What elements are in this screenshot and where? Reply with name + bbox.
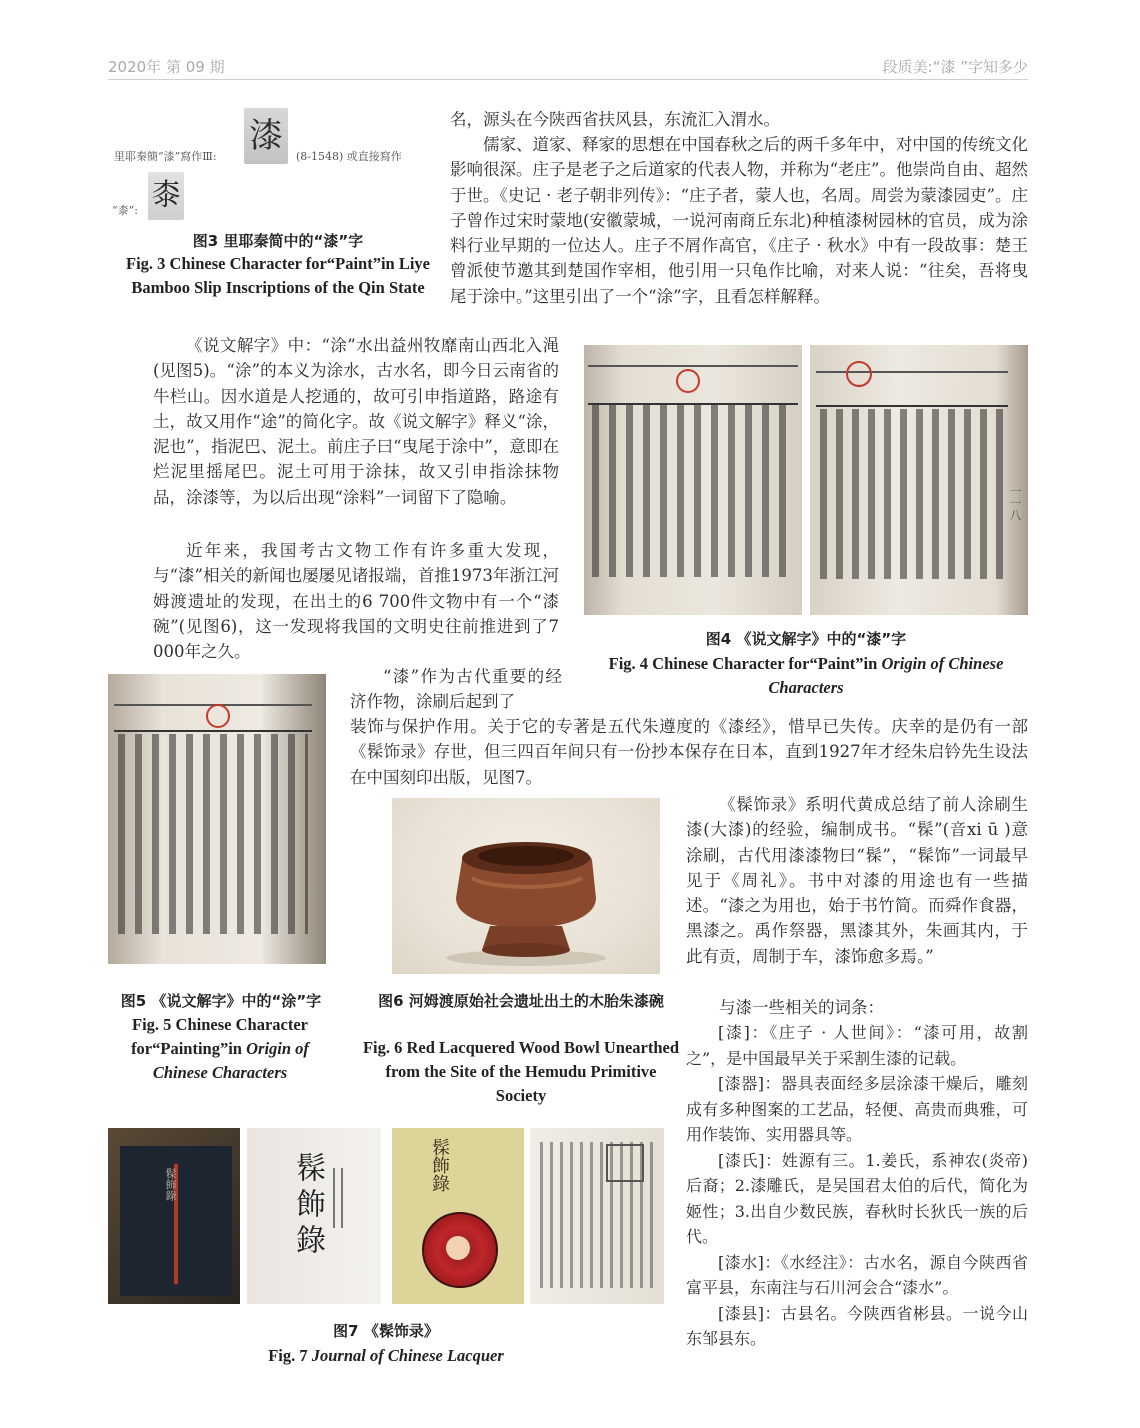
fig3-caption-cn: 图3 里耶秦简中的“漆”字 — [192, 232, 364, 250]
paragraph-5b: 装饰与保护作用。关于它的专著是五代朱遵度的《漆经》，惜早已失传。庆幸的是仍有一部《髹饰录》存世，但三四百年间只有一份抄本保存在日本，直到1927年才经朱启钤先生设法在中国刻印出版，见图7。 — [350, 717, 1028, 787]
glossary — [686, 1020, 1028, 1352]
fig7-image-3 — [392, 1128, 524, 1304]
fig5-caption-en: Fig. 5 Chinese Character for“Painting”in Origin of Chinese Characters — [131, 1015, 309, 1082]
paragraph-6: 《髹饰录》系明代黄成总结了前人涂刷生漆(大漆)的经验，编制成书。“髹”(音xi ū )意涂刷，古代用漆漆物曰“髹”，“髹饰”一词最早见于《周礼》。书中对漆的用途也有一些描述。“漆之为用也，始于书竹简。而舜作食器，黑漆之。禹作祭器，黑漆其外，朱画其内，于此有贡，周制于车，漆饰愈多焉。” — [686, 795, 1028, 966]
fig7-caption-cn: 图7 《髹饰录》 — [333, 1322, 439, 1340]
paragraph-3: 《说文解字》中：“涂”水出益州牧靡南山西北入渑(见图5)。“涂”的本义为涂水，古水名，即今日云南省的牛栏山。因水道是人挖通的，故可引申指道路，路途有土，故又用作“途”的简化字。故《说文解字》释义“涂，泥也”，指泥巴、泥土。前庄子曰“曳尾于涂中”，意即在烂泥里摇尾巴。泥土可用于涂抹，故又引申指涂抹物品，涂漆等，为以后出现“涂料”一词留下了隐喻。 — [153, 336, 559, 507]
fig6-caption-en: Fig. 6 Red Lacquered Wood Bowl Unearthed from the Site of the Hemudu Primitive Society — [362, 1038, 680, 1105]
fig5-caption-cn: 图5 《说文解字》中的“涂”字 — [120, 992, 322, 1010]
fig4-image-right — [810, 345, 1028, 615]
fig7-caption-en: Fig. 7 Journal of Chinese Lacquer — [268, 1346, 504, 1365]
slip-text-1: 里耶秦簡“漆”寫作Ⅲ: — [114, 150, 217, 163]
bowl-graphic — [392, 798, 660, 974]
fig3-image — [108, 104, 438, 222]
book-title-1: 髹飾錄 — [164, 1168, 177, 1201]
slip-glyph-2: 桼 — [148, 172, 184, 220]
issue-label: 2020年 第 09 期 — [108, 58, 225, 76]
fig4-page-number: 一一八 — [1008, 485, 1022, 521]
fig5-image — [108, 674, 326, 964]
paragraph-7: 与漆一些相关的词条： — [719, 998, 884, 1017]
fig7-image-2 — [247, 1128, 381, 1304]
running-title: 段质美:“漆 ”字知多少 — [882, 58, 1028, 76]
slip-ref: (8-1548) 或直接寫作 — [296, 150, 402, 163]
fig4-caption-cn: 图4 《说文解字》中的“漆”字 — [705, 630, 907, 648]
book-title-2: 髹飾錄 — [290, 1152, 325, 1260]
glossary-item: [漆器]：器具表面经多层涂漆干燥后，雕刻成有多种图案的工艺品，轻便、高贵而典雅，可用作装饰、实用器具等。 — [686, 1074, 1028, 1144]
fig7-image-1 — [108, 1128, 240, 1304]
glossary-item: [漆]：《庄子 · 人世间》：“漆可用，故割之”，是中国最早关于采割生漆的记载。 — [686, 1023, 1028, 1068]
paragraph-5a: “漆”作为古代重要的经济作物，涂刷后起到了 — [350, 667, 562, 712]
fig7-image-4 — [530, 1128, 664, 1304]
paragraph-1: 名，源头在今陕西省扶风县，东流汇入渭水。 — [450, 110, 780, 129]
paragraph-4: 近年来，我国考古文物工作有许多重大发现，与“漆”相关的新闻也屡屡见诸报端，首推1973年浙江河姆渡遗址的发现，在出土的6 700件文物中有一个“漆碗”(见图6)，这一发现将我国的文明史往前推进到了7 000年之久。 — [153, 541, 559, 662]
book-title-3: 髹飾錄 — [429, 1138, 450, 1192]
glossary-item: [漆水]：《水经注》：古水名，源自今陕西省富平县，东南注与石川河会合“漆水”。 — [686, 1252, 1028, 1297]
slip-text-2: “桼”: — [112, 204, 138, 217]
glossary-item: [漆县]：古县名。今陕西省彬县。一说今山东邹县东。 — [686, 1303, 1028, 1348]
slip-glyph-1: 漆 — [244, 108, 288, 164]
fig6-caption-cn: 图6 河姆渡原始社会遗址出土的木胎朱漆碗 — [378, 992, 664, 1010]
fig6-image — [392, 798, 660, 974]
fig4-image-left — [584, 345, 802, 615]
glossary-item: [漆氏]：姓源有三。1.姜氏，系神农(炎帝)后裔；2.漆雕氏，是吴国君太伯的后代，简化为姬性；3.出自少数民族，春秋时长狄氏一族的后代。 — [686, 1150, 1028, 1246]
fig3-caption-en: Fig. 3 Chinese Character for“Paint”in Liye Bamboo Slip Inscriptions of the Qin State — [126, 254, 430, 297]
paragraph-2: 儒家、道家、释家的思想在中国春秋之后的两千多年中，对中国的传统文化影响很深。庄子是老子之后道家的代表人物，并称为“老庄”。他崇尚自由、超然于世。《史记 · 老子朝非列传》：“庄子者，蒙人也，名周。周尝为蒙漆园吏”。庄子曾作过宋时蒙地(安徽蒙城，一说河南商丘东北)种植漆树园林的官员，成为涂料行业早期的一位达人。庄子不屑作高官，《庄子 · 秋水》中有一段故事：楚王曾派使节邀其到楚国作宰相，他引用一只龟作比喻，对来人说：“往矣，吾将曳尾于涂中。”这里引出了一个“涂”字，且看怎样解释。 — [450, 135, 1028, 306]
fig4-caption-en: Fig. 4 Chinese Character for“Paint”in Origin of Chinese Characters — [608, 654, 1004, 697]
header-rule — [108, 79, 1028, 80]
